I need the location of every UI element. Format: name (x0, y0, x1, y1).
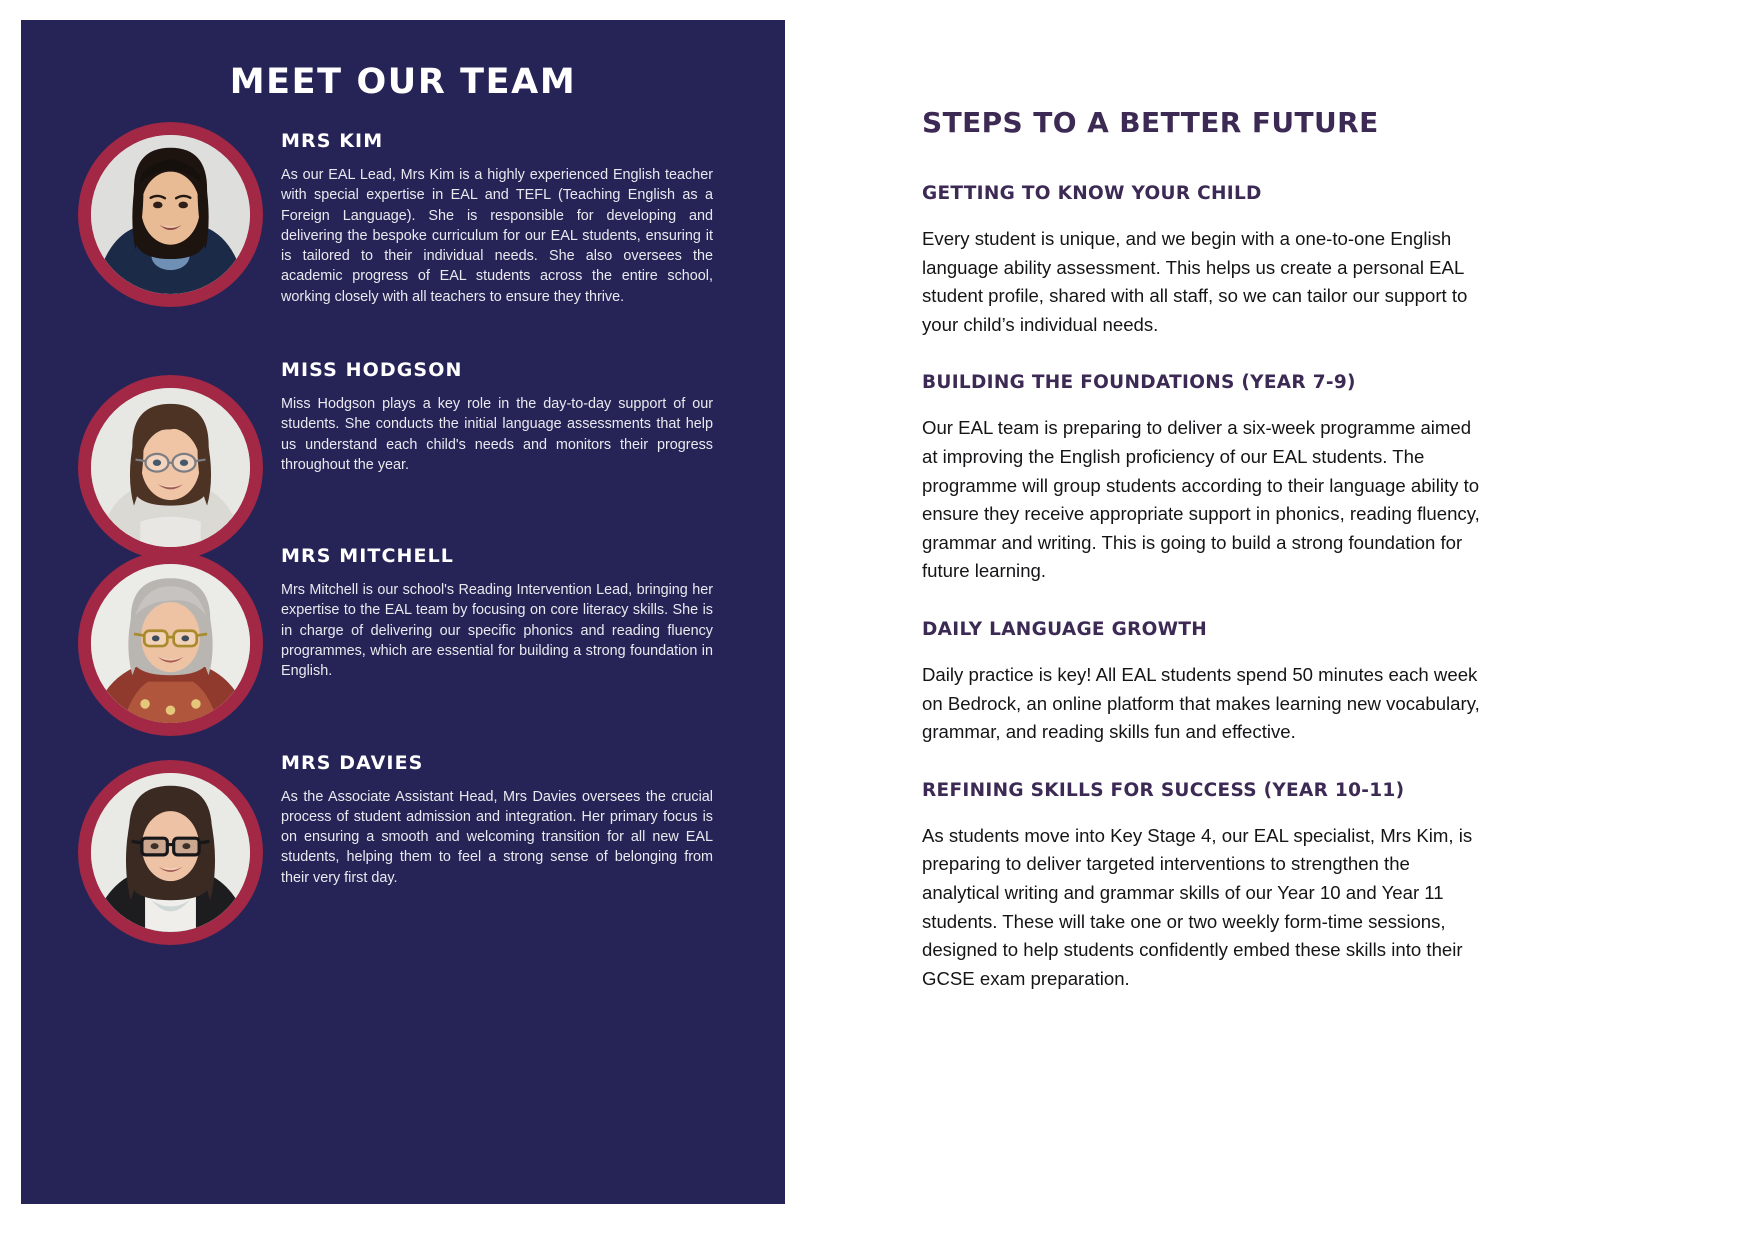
steps-section-title: STEPS TO A BETTER FUTURE (922, 106, 1379, 139)
step-text: Our EAL team is preparing to deliver a six-week programme aimed at improving the English proficiency of our EAL students. The programme will group students according to their language ability to ensure they receive appropriate support in phonics, reading fluency, grammar and writing. This is going to build a strong foundation for future learning. (922, 417, 1480, 582)
team-member-list (21, 130, 785, 888)
steps-to-a-better-future-section (922, 106, 1482, 1026)
team-member-name: MISS HODGSON (281, 359, 463, 382)
avatar-ring (78, 551, 263, 736)
step-heading: GETTING TO KNOW YOUR CHILD (922, 183, 1262, 204)
step-block (922, 619, 1482, 747)
avatar (91, 773, 250, 932)
step-heading: REFINING SKILLS FOR SUCCESS (YEAR 10-11) (922, 779, 1405, 801)
team-member-bio: Mrs Mitchell is our school's Reading Intervention Lead, bringing her expertise to the EAL team by focusing on core literacy skills. She is in charge of delivering our specific phonics and reading fluency programmes, which are essential for building a strong foundation in English. (281, 582, 713, 680)
portrait-miss-hodgson-icon (91, 388, 250, 547)
step-heading: BUILDING THE FOUNDATIONS (YEAR 7-9) (922, 372, 1356, 394)
team-member (21, 545, 785, 681)
step-text: As students move into Key Stage 4, our EAL specialist, Mrs Kim, is preparing to deliver targeted interventions to strengthen the analytical writing and grammar skills of our Year 10 and Year 11 students. These will take one or two weekly form-time sessions, designed to help students confidently embed these skills into their GCSE exam preparation. (922, 824, 1473, 989)
avatar (91, 564, 250, 723)
avatar (91, 135, 250, 294)
step-block (922, 183, 1482, 339)
meet-our-team-panel (21, 20, 785, 1204)
avatar-ring (78, 122, 263, 307)
team-member-name: MRS KIM (281, 130, 384, 152)
team-member-name: MRS DAVIES (281, 751, 424, 774)
team-member-text (281, 545, 785, 681)
team-member-text (281, 359, 785, 475)
team-member (21, 130, 785, 307)
team-member-bio: As our EAL Lead, Mrs Kim is a highly experienced English teacher with special expertise in EAL and TEFL (Teaching English as a Foreign Language). She is responsible for developing and delivering the bespoke curriculum for our EAL students, ensuring it is tailored to their individual needs. She also oversees the academic progress of EAL students across the entire school, working closely with all teachers to ensure they thrive. (281, 167, 713, 305)
avatar (91, 388, 250, 547)
team-panel-title: MEET OUR TEAM (229, 62, 577, 102)
portrait-mrs-davies-icon (91, 773, 250, 932)
step-heading: DAILY LANGUAGE GROWTH (922, 618, 1208, 640)
team-member (21, 359, 785, 477)
team-member-text (281, 752, 785, 888)
avatar-ring (78, 375, 263, 560)
step-block (922, 780, 1482, 994)
portrait-mrs-mitchell-icon (91, 564, 250, 723)
team-member-bio: As the Associate Assistant Head, Mrs Davies oversees the crucial process of student admission and integration. Her primary focus is on ensuring a smooth and welcoming transition for all new EAL students, helping them to feel a strong sense of belonging from their very first day. (281, 788, 713, 886)
step-block (922, 372, 1482, 586)
step-text: Daily practice is key! All EAL students spend 50 minutes each week on Bedrock, an online platform that makes learning new vocabulary, grammar, and reading skills fun and effective. (922, 663, 1480, 743)
portrait-mrs-kim-icon (91, 135, 250, 294)
team-member-name: MRS MITCHELL (281, 545, 455, 568)
avatar-ring (78, 760, 263, 945)
team-member-bio: Miss Hodgson plays a key role in the day-to-day support of our students. She conducts the initial language assessments that help us understand each child's needs and monitors their progress throughout the year. (281, 396, 713, 473)
team-member (21, 752, 785, 888)
step-text: Every student is unique, and we begin with a one-to-one English language ability assessment. This helps us create a personal EAL student profile, shared with all staff, so we can tailor our support to your child’s individual needs. (922, 228, 1468, 335)
team-member-text (281, 130, 785, 307)
